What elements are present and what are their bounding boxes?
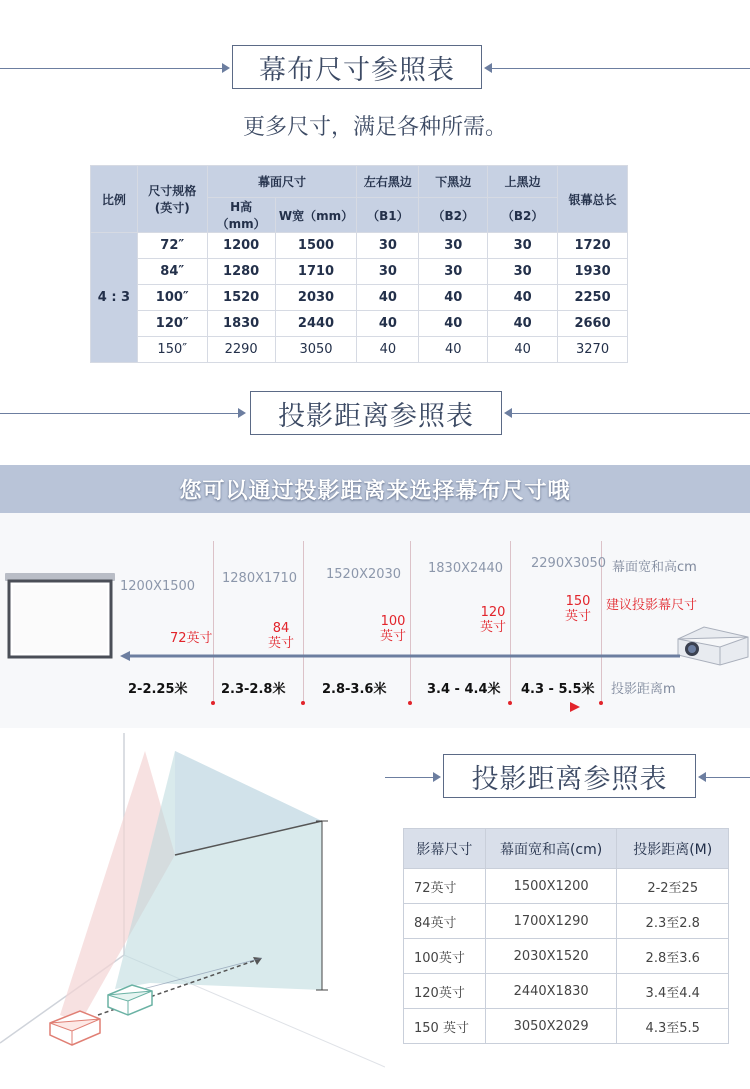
- inch-label: [480, 605, 506, 635]
- subtitle: 更多尺寸，满足各种所需。: [242, 115, 507, 140]
- header-lr: 左右黑边: [357, 166, 419, 198]
- cell-w: 1500: [275, 233, 357, 259]
- divider-line-left: [385, 777, 437, 778]
- header-spec-line1: 尺寸规格: [148, 184, 197, 198]
- header-ratio: 比例: [91, 166, 138, 233]
- cell-lr: 40: [357, 311, 419, 337]
- inch-label-unit: 英寸: [480, 620, 507, 635]
- cell-w: 2030: [275, 285, 357, 311]
- header-spec: [137, 166, 207, 233]
- section-title-distance: 投影距离参照表: [250, 391, 502, 435]
- cell-total: 3270: [558, 337, 628, 363]
- inch-label-num: 120: [480, 605, 506, 620]
- inch-label-unit: 英寸: [565, 609, 592, 624]
- header-screen: 幕面尺寸: [207, 166, 357, 198]
- cell-size: 72英寸: [404, 869, 486, 904]
- inch-label: [268, 621, 294, 651]
- table-row: [404, 869, 729, 904]
- table-row: [91, 337, 628, 363]
- header-w: W宽（mm）: [275, 198, 357, 233]
- table-row: [91, 233, 628, 259]
- projector-icon: [674, 623, 750, 667]
- divider-line-left: [0, 68, 228, 69]
- cell-top: 30: [488, 233, 558, 259]
- cell-distance: 2-2至25: [617, 869, 729, 904]
- grid-line: [213, 541, 214, 703]
- distance-range: 2-2.25米: [128, 682, 188, 697]
- cell-h: 1520: [207, 285, 275, 311]
- distance-caption: 投影距离m: [611, 682, 676, 697]
- cell-lr: 40: [357, 337, 419, 363]
- screen-size-table: [90, 165, 628, 363]
- cell-total: 1720: [558, 233, 628, 259]
- cell-size: 120英寸: [404, 974, 486, 1009]
- header-dimensions: 幕面宽和高(cm): [485, 829, 617, 869]
- cell-inch: 120″: [137, 311, 207, 337]
- table-row: [404, 904, 729, 939]
- arrow-right-icon: [222, 63, 230, 73]
- screen-size-label: 1200X1500: [120, 579, 196, 594]
- header-distance: 投影距离(M): [617, 829, 729, 869]
- header-spec-line2: (英寸): [154, 201, 190, 215]
- inch-label: [565, 594, 591, 624]
- cell-size: 100英寸: [404, 939, 486, 974]
- distance-range: 3.4 - 4.4米: [427, 682, 501, 697]
- header-h: H高（mm）: [207, 198, 275, 233]
- arrow-right-icon: [238, 408, 246, 418]
- cell-distance: 3.4至4.4: [617, 974, 729, 1009]
- cell-dimensions: 2030X1520: [485, 939, 617, 974]
- distance-dot: [599, 701, 603, 705]
- cell-lr: 30: [357, 259, 419, 285]
- cell-lr: 40: [357, 285, 419, 311]
- cell-top: 40: [488, 285, 558, 311]
- table-row: [91, 285, 628, 311]
- cell-total: 1930: [558, 259, 628, 285]
- projector-green-icon: [108, 985, 152, 1015]
- cell-h: 1280: [207, 259, 275, 285]
- cell-size: 84英寸: [404, 904, 486, 939]
- cell-inch: 150″: [137, 337, 207, 363]
- cell-bottom: 30: [419, 233, 488, 259]
- cell-w: 3050: [275, 337, 357, 363]
- inch-label-num: 150: [565, 594, 591, 609]
- distance-range: 4.3 - 5.5米: [521, 682, 595, 697]
- screen-size-label: 1520X2030: [326, 567, 402, 582]
- inch-label-unit: 英寸: [268, 636, 295, 651]
- cell-distance: 2.3至2.8: [617, 904, 729, 939]
- inch-label-unit: 72英寸: [170, 631, 213, 646]
- cell-top: 40: [488, 311, 558, 337]
- distance-arrow: [150, 701, 580, 713]
- cell-dimensions: 1700X1290: [485, 904, 617, 939]
- cell-bottom: 30: [419, 259, 488, 285]
- divider-line-right: [490, 68, 750, 69]
- screen-size-label: 1830X2440: [428, 561, 504, 576]
- inch-label: [170, 631, 213, 646]
- screen-size-label: 2290X3050: [531, 556, 607, 571]
- cell-dimensions: 1500X1200: [485, 869, 617, 904]
- distance-diagram: [0, 513, 750, 728]
- distance-table: [403, 828, 729, 1044]
- cell-bottom: 40: [419, 337, 488, 363]
- cell-top: 40: [488, 337, 558, 363]
- cell-h: 1200: [207, 233, 275, 259]
- grid-line: [510, 541, 511, 703]
- suggest-label: 建议投影幕尺寸: [606, 598, 698, 613]
- screen-size-label: 1280X1710: [222, 571, 298, 586]
- cell-dimensions: 3050X2029: [485, 1009, 617, 1044]
- cell-total: 2660: [558, 311, 628, 337]
- section-title-distance-table: 投影距离参照表: [443, 754, 696, 798]
- distance-range: 2.3-2.8米: [221, 682, 286, 697]
- cell-dimensions: 2440X1830: [485, 974, 617, 1009]
- header-total: 银幕总长: [558, 166, 628, 233]
- inch-label-unit: 英寸: [380, 629, 407, 644]
- projector-red-icon: [50, 1011, 100, 1045]
- header-top-sub: （B2）: [488, 198, 558, 233]
- projection-screen-icon: [5, 573, 117, 661]
- cell-w: 2440: [275, 311, 357, 337]
- projection-illustration: [0, 733, 385, 1083]
- ratio-cell: 4 : 3: [91, 233, 138, 363]
- header-bottom-sub: （B2）: [419, 198, 488, 233]
- divider-line-right: [704, 777, 750, 778]
- inch-label-num: 84: [272, 621, 290, 636]
- table-row: [404, 1009, 729, 1044]
- cell-h: 1830: [207, 311, 275, 337]
- grid-line: [410, 541, 411, 703]
- distance-range: 2.8-3.6米: [322, 682, 387, 697]
- inch-label-num: 100: [380, 614, 406, 629]
- inch-label: [380, 614, 406, 644]
- cell-h: 2290: [207, 337, 275, 363]
- cell-top: 30: [488, 259, 558, 285]
- cell-inch: 72″: [137, 233, 207, 259]
- cell-bottom: 40: [419, 285, 488, 311]
- arrow-right-icon: [433, 772, 441, 782]
- cell-distance: 4.3至5.5: [617, 1009, 729, 1044]
- page-title-screen-size: 幕布尺寸参照表: [232, 45, 482, 89]
- divider-line-right: [510, 413, 750, 414]
- cell-size: 150 英寸: [404, 1009, 486, 1044]
- cell-bottom: 40: [419, 311, 488, 337]
- grid-line: [303, 541, 304, 703]
- cell-total: 2250: [558, 285, 628, 311]
- table-row: [91, 311, 628, 337]
- cell-lr: 30: [357, 233, 419, 259]
- cell-inch: 84″: [137, 259, 207, 285]
- cell-w: 1710: [275, 259, 357, 285]
- table-row: [404, 939, 729, 974]
- header-bottom: 下黑边: [419, 166, 488, 198]
- distance-banner: 您可以通过投影距离来选择幕布尺寸哦: [0, 465, 750, 513]
- screen-size-caption: 幕面宽和高cm: [612, 560, 697, 575]
- header-size: 影幕尺寸: [404, 829, 486, 869]
- cell-distance: 2.8至3.6: [617, 939, 729, 974]
- table-row: [404, 974, 729, 1009]
- divider-line-left: [0, 413, 244, 414]
- projection-arrow: [120, 650, 680, 662]
- cell-inch: 100″: [137, 285, 207, 311]
- table-row: [91, 259, 628, 285]
- header-lr-sub: （B1）: [357, 198, 419, 233]
- header-top: 上黑边: [488, 166, 558, 198]
